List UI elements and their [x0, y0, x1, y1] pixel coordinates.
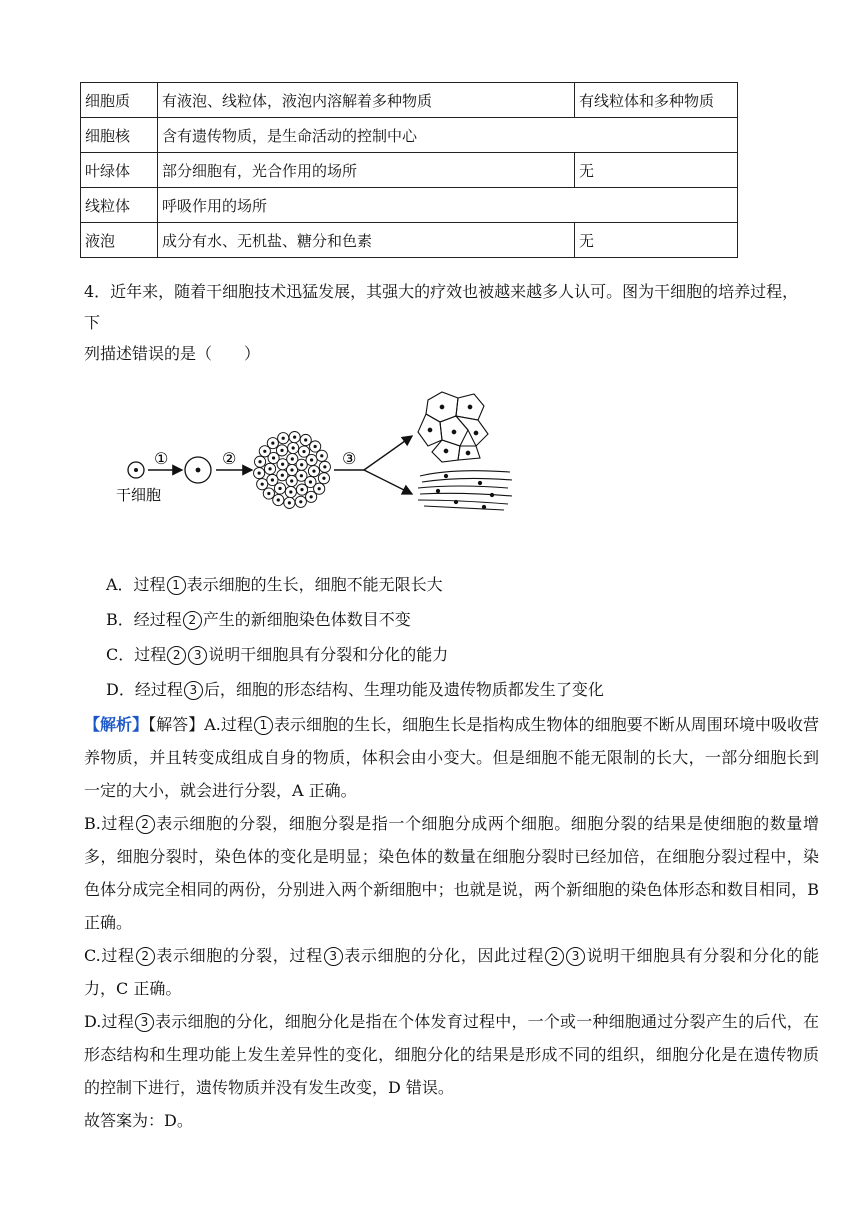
cluster-nucleus	[292, 446, 295, 449]
row-name-cell: 细胞质	[81, 83, 158, 118]
cluster-nucleus	[288, 501, 291, 504]
step-3-label: ③	[342, 449, 357, 468]
analysis-tag: 【解析】	[84, 715, 149, 734]
cluster-nucleus	[258, 472, 261, 475]
step-2-label: ②	[222, 449, 237, 468]
option-a[interactable]: A．过程 1 表示细胞的生长，细胞不能无限长大	[106, 575, 443, 594]
table-row	[81, 223, 738, 258]
plant-cell: 成分有水、无机盐、糖分和色素	[158, 223, 575, 258]
arrow-down	[364, 470, 412, 494]
circled-number: 3	[324, 947, 343, 966]
cell-cluster	[254, 432, 331, 509]
cluster-nucleus	[290, 479, 293, 482]
cluster-nucleus	[282, 437, 285, 440]
cluster-nucleus	[304, 438, 307, 441]
circled-number: 1	[254, 716, 273, 735]
cluster-nucleus	[291, 457, 294, 460]
cluster-nucleus	[302, 450, 305, 453]
cluster-nucleus	[320, 454, 323, 457]
stem-cell-diagram	[112, 388, 552, 518]
cluster-nucleus	[310, 495, 313, 498]
option-d[interactable]: D．经过程 3 后，细胞的形态结构、生理功能及遗传物质都发生了变化	[106, 680, 604, 699]
cluster-nucleus	[261, 483, 264, 486]
plant-cell: 有液泡、线粒体，液泡内溶解着多种物质	[158, 83, 575, 118]
table-row	[81, 83, 738, 118]
circled-number: 2	[136, 815, 155, 834]
table-row	[81, 118, 738, 153]
analysis-paragraph-d: D.过程 3 表示细胞的分化，细胞分化是指在个体发育过程中，一个或一种细胞通过分裂产生的后代，在形态结构和生理功能上发生差异性的变化，细胞分化的结果是形成不同的组织，细胞分化是在遗传物质的控制下进行，遗传物质并没有发生改变，D 错误。	[84, 1012, 819, 1097]
option-c[interactable]: C．过程 2 3 说明干细胞具有分裂和分化的能力	[106, 645, 449, 664]
cluster-nucleus	[278, 487, 281, 490]
cluster-nucleus	[271, 442, 274, 445]
cluster-nucleus	[289, 490, 292, 493]
cluster-nucleus	[300, 463, 303, 466]
step-1-label: ①	[154, 449, 169, 468]
circled-number: 2	[545, 947, 564, 966]
final-answer: 故答案为：D。	[84, 1111, 193, 1130]
table-row	[81, 153, 738, 188]
circled-number: 3	[188, 646, 207, 665]
analysis-paragraph-a: 【解析】【解答】A.过程 1 表示细胞的生长，细胞生长是指构成生物体的细胞要不断从周围环境中吸收营养物质，并且转变成组成自身的物质，体积会由小变大。但是细胞不能无限制的长大，一部分细胞长到一定的大小，就会进行分裂，A 正确。	[84, 715, 819, 800]
circled-number: 3	[566, 947, 585, 966]
question-4	[84, 276, 814, 369]
analysis-paragraph-c: C.过程 2 表示细胞的分裂，过程 3 表示细胞的分化，因此过程 2 3 说明干细胞具有分裂和分化的能力，C 正确。	[84, 946, 819, 998]
cluster-nucleus	[312, 470, 315, 473]
circled-number: 2	[183, 611, 202, 630]
comparison-table	[80, 82, 738, 258]
circled-number: 2	[167, 646, 186, 665]
grown-cell	[185, 457, 211, 483]
circled-number: 1	[167, 576, 186, 595]
cluster-nucleus	[272, 456, 275, 459]
cluster-nucleus	[281, 463, 284, 466]
circled-number: 3	[135, 1013, 154, 1032]
cluster-nucleus	[267, 492, 270, 495]
cluster-nucleus	[293, 436, 296, 439]
circled-number: 2	[136, 947, 155, 966]
cluster-nucleus	[323, 465, 326, 468]
cluster-nucleus	[300, 488, 303, 491]
plant-cell: 呼吸作用的场所	[158, 188, 738, 223]
stem-cell-label: 干细胞	[116, 487, 162, 504]
plant-cell: 部分细胞有，光合作用的场所	[158, 153, 575, 188]
row-name-cell: 线粒体	[81, 188, 158, 223]
arrow-up	[364, 436, 412, 470]
animal-cell: 无	[575, 223, 738, 258]
plant-cell: 含有遗传物质，是生命活动的控制中心	[158, 118, 738, 153]
cluster-nucleus	[310, 458, 313, 461]
cluster-nucleus	[299, 500, 302, 503]
row-name-cell: 液泡	[81, 223, 158, 258]
animal-cell: 无	[575, 153, 738, 188]
cluster-nucleus	[280, 449, 283, 452]
cluster-nucleus	[263, 450, 266, 453]
question-line-1: 4．近年来，随着干细胞技术迅猛发展，其强大的疗效也被越来越多人认可。图为干细胞的培养过程，下	[84, 282, 799, 332]
stem-cell	[128, 462, 144, 478]
cluster-nucleus	[309, 480, 312, 483]
option-b[interactable]: B．经过程 2 产生的新细胞染色体数目不变	[106, 610, 411, 629]
cluster-nucleus	[300, 474, 303, 477]
circled-number: 3	[184, 681, 203, 700]
cluster-nucleus	[322, 477, 325, 480]
cluster-nucleus	[258, 460, 261, 463]
cluster-nucleus	[268, 467, 271, 470]
cluster-nucleus	[314, 445, 317, 448]
cluster-nucleus	[281, 474, 284, 477]
cluster-nucleus	[277, 498, 280, 501]
analysis-paragraph-b: B.过程 2 表示细胞的分裂，细胞分裂是指一个细胞分成两个细胞。细胞分裂的结果是使细胞的数量增多，细胞分裂时，染色体的变化是明显；染色体的数量在细胞分裂时已经加倍，在细胞分裂过程中，染色体分成完全相同的两份，分别进入两个新细胞中；也就是说，两个新细胞的染色体形态和数目相同，B 正确。	[84, 814, 819, 932]
cluster-nucleus	[271, 478, 274, 481]
cluster-nucleus	[290, 468, 293, 471]
polygonal-cells	[418, 392, 488, 462]
row-name-cell: 细胞核	[81, 118, 158, 153]
question-line-2: 列描述错误的是（ ）	[84, 344, 261, 363]
animal-cell: 有线粒体和多种物质	[575, 83, 738, 118]
elongated-cells	[418, 471, 512, 510]
cluster-nucleus	[318, 487, 321, 490]
answer-analysis	[84, 708, 819, 1137]
row-name-cell: 叶绿体	[81, 153, 158, 188]
table-row	[81, 188, 738, 223]
